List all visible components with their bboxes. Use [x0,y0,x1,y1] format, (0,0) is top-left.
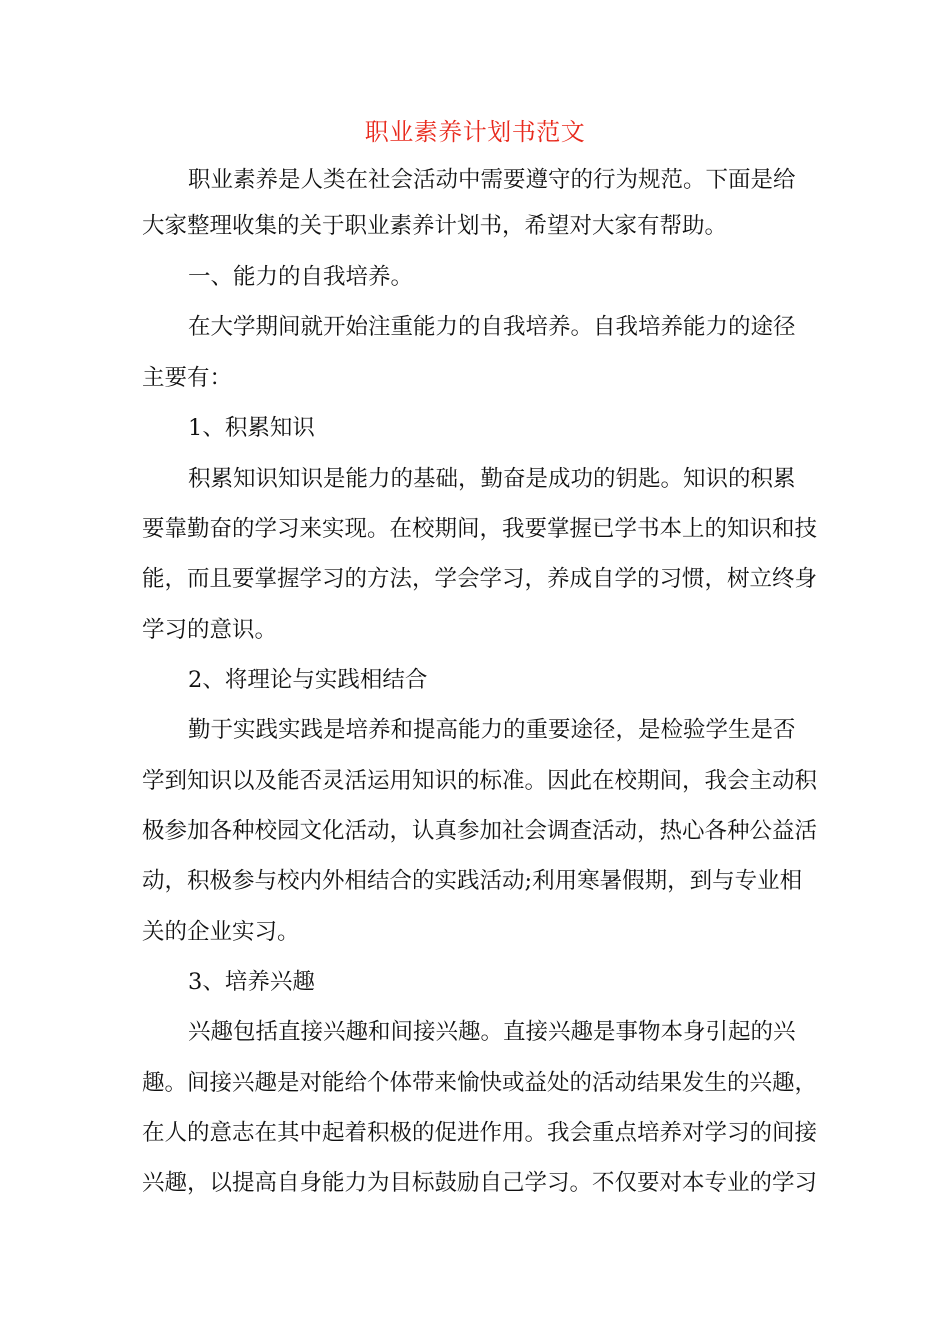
text-line-12: 勤于实践实践是培养和提高能力的重要途径，是检验学生是否 [188,717,796,743]
subheading-1: 1、积累知识 [188,415,315,441]
text-line-10: 学习的意识。 [142,617,278,643]
text-line-19: 趣。间接兴趣是对能给个体带来愉快或益处的活动结果发生的兴趣， [142,1070,818,1096]
text-line-21: 兴趣，以提高自身能力为目标鼓励自己学习。不仅要对本专业的学习 [142,1170,818,1196]
text-line-1: 职业素养是人类在社会活动中需要遵守的行为规范。下面是给 [188,167,796,193]
text-line-18: 兴趣包括直接兴趣和间接兴趣。直接兴趣是事物本身引起的兴 [188,1019,796,1045]
text-line-14: 极参加各种校园文化活动，认真参加社会调查活动，热心各种公益活 [142,818,818,844]
subheading-2: 2、将理论与实践相结合 [188,667,428,693]
section-heading-1: 一、能力的自我培养。 [188,264,414,290]
text-line-4: 在大学期间就开始注重能力的自我培养。自我培养能力的途径 [188,314,796,340]
text-line-16: 关的企业实习。 [142,919,300,945]
text-line-7: 积累知识知识是能力的基础，勤奋是成功的钥匙。知识的积累 [188,466,796,492]
subheading-3: 3、培养兴趣 [188,969,315,995]
text-line-9: 能，而且要掌握学习的方法，学会学习，养成自学的习惯，树立终身 [142,566,818,592]
text-line-5: 主要有： [142,365,233,391]
document-title: 职业素养计划书范文 [364,118,586,146]
text-line-15: 动，积极参与校内外相结合的实践活动;利用寒暑假期，到与专业相 [142,868,803,894]
text-line-2: 大家整理收集的关于职业素养计划书，希望对大家有帮助。 [142,213,728,239]
text-line-13: 学到知识以及能否灵活运用知识的标准。因此在校期间，我会主动积 [142,768,818,794]
text-line-8: 要靠勤奋的学习来实现。在校期间，我要掌握已学书本上的知识和技 [142,516,818,542]
text-line-20: 在人的意志在其中起着积极的促进作用。我会重点培养对学习的间接 [142,1120,818,1146]
